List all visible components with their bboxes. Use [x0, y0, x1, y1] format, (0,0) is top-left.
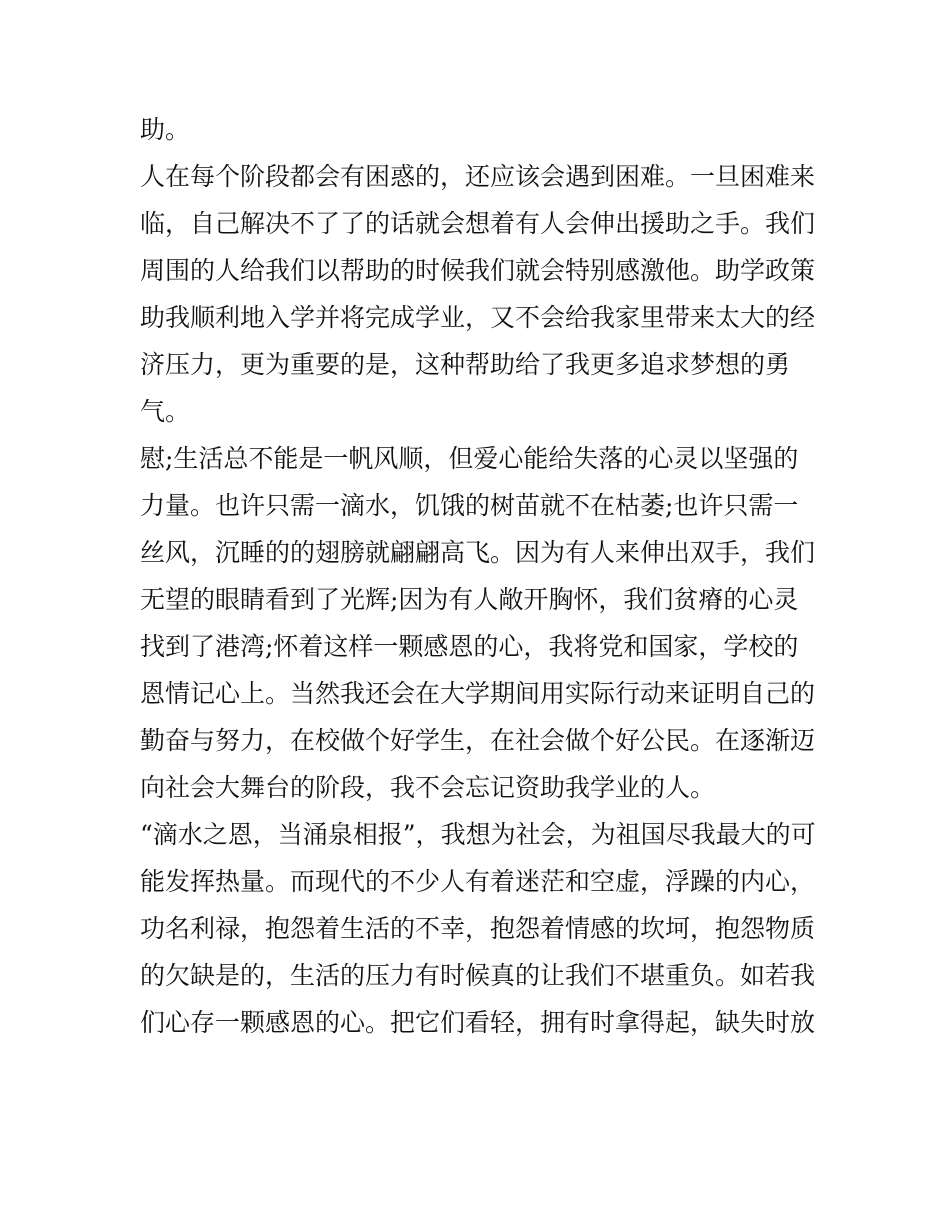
text-line: “滴水之恩，当涌泉相报”，我想为社会，为祖国尽我最大的可	[140, 820, 816, 849]
text-line: 丝风，沉睡的的翅膀就翩翩高飞。因为有人来伸出双手，我们	[140, 538, 816, 567]
text-line: 无望的眼睛看到了光辉;因为有人敞开胸怀，我们贫瘠的心灵	[140, 585, 799, 614]
text-line: 济压力，更为重要的是，这种帮助给了我更多追求梦想的勇	[140, 350, 791, 379]
text-line: 慰;生活总不能是一帆风顺，但爱心能给失落的心灵以坚强的	[140, 444, 799, 473]
text-line: 力量。也许只需一滴水，饥饿的树苗就不在枯萎;也许只需一	[140, 491, 799, 520]
text-line: 勤奋与努力，在校做个好学生，在社会做个好公民。在逐渐迈	[140, 726, 816, 755]
text-line: 助我顺利地入学并将完成学业，又不会给我家里带来太大的经	[140, 303, 816, 332]
text-line: 人在每个阶段都会有困惑的，还应该会遇到困难。一旦困难来	[140, 162, 816, 191]
text-line: 的欠缺是的，生活的压力有时候真的让我们不堪重负。如若我	[140, 961, 816, 990]
text-line: 周围的人给我们以帮助的时候我们就会特别感激他。助学政策	[140, 256, 816, 285]
body-text	[140, 106, 830, 1046]
text-line: 临，自己解决不了了的话就会想着有人会伸出援助之手。我们	[140, 209, 816, 238]
text-line: 能发挥热量。而现代的不少人有着迷茫和空虚，浮躁的内心，	[140, 867, 816, 896]
text-line: 功名利禄，抱怨着生活的不幸，抱怨着情感的坎坷，抱怨物质	[140, 914, 816, 943]
text-line: 找到了港湾;怀着这样一颗感恩的心，我将党和国家，学校的	[140, 632, 799, 661]
text-line: 助。	[140, 115, 191, 144]
text-line: 气。	[140, 397, 191, 426]
text-line: 向社会大舞台的阶段，我不会忘记资助我学业的人。	[140, 773, 716, 802]
text-line: 们心存一颗感恩的心。把它们看轻，拥有时拿得起，缺失时放	[140, 1008, 816, 1037]
text-line: 恩情记心上。当然我还会在大学期间用实际行动来证明自己的	[140, 679, 816, 708]
